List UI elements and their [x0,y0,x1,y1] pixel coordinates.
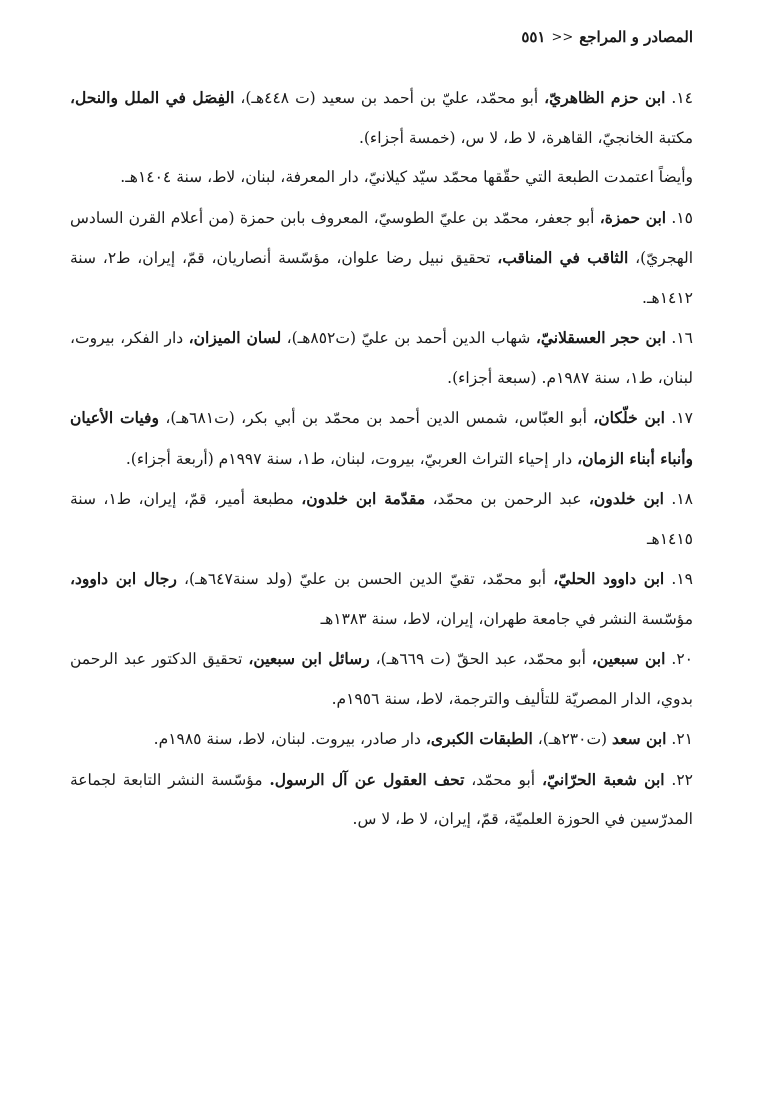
entry-number: ٢٠. [671,650,693,668]
book-title: الفِصَل في الملل والنحل، [70,88,235,107]
author-name: ابن حمزة، [599,207,667,227]
author-name: ابن خلدون، [588,489,664,508]
bibliography-entry [70,760,693,840]
author-name: ابن داوود الحليّ، [553,569,665,588]
entry-text: مطبعة أمير، قمّ، إيران، ط١، سنة ١٤١٥هـ [70,490,693,548]
bibliography-entry [70,639,693,719]
bibliography-entry [70,398,693,479]
author-name: ابن سعد [612,729,667,748]
book-title: الثاقب في المناقب، [497,248,629,267]
entry-note: وأيضاً اعتمدت الطبعة التي حقّقها محمّد سيّد كيلانيّ، دار المعرفة، لبنان، لاط، سنة ١٤٠٤هـ. [120,168,693,186]
bibliography-entry [70,198,693,319]
entry-text: أبو جعفر، محمّد بن عليّ الطوسيّ، المعروف بابن حمزة (من أعلام القرن السادس الهجريّ)، [70,208,694,267]
author-name: ابن خلّكان، [593,408,665,427]
bibliography-entry [70,719,693,760]
bibliography-entry [70,479,693,559]
book-title: وفيات الأعيان وأنباء أبناء الزمان، [70,408,693,468]
bibliography-entry [70,559,693,639]
entry-text: شهاب الدين أحمد بن عليّ (ت٨٥٢هـ)، [281,329,536,347]
entry-number: ٢١. [671,730,693,748]
bibliography-list [70,78,693,840]
book-title: تحف العقول عن آل الرسول. [269,769,465,789]
author-name: ابن حزم الظاهريّ، [544,88,666,107]
entry-number: ١٥. [671,208,693,227]
book-title: الطبقات الكبرى، [425,729,533,748]
entry-text: أبو العبّاس، شمس الدين أحمد بن محمّد بن أبي بكر، (ت٦٨١هـ)، [158,409,594,427]
author-name: ابن حجر العسقلانيّ، [535,328,666,347]
entry-number: ١٦. [671,329,693,347]
entry-number: ١٤. [671,89,693,107]
entry-text: أبو محمّد، عبد الحقّ (ت ٦٦٩هـ)، [369,650,592,668]
entry-text: أبو محمّد، [464,770,542,789]
entry-text: مكتبة الخانجيّ، القاهرة، لا ط، لا س، (خمسة أجزاء). [358,128,693,147]
entry-text: تحقيق نبيل رضا علوان، مؤسّسة أنصاريان، قمّ، إيران، ط٢، سنة ١٤١٢هـ. [70,249,693,307]
book-title: لسان الميزان، [188,328,282,347]
book-title: رسائل ابن سبعين، [248,649,370,668]
entry-text: دار صادر، بيروت. لبنان، لاط، سنة ١٩٨٥م. [153,730,426,748]
bibliography-entry [70,318,693,398]
entry-text: عبد الرحمن بن محمّد، [425,490,589,508]
entry-number: ١٩. [671,570,693,588]
entry-text: أبو محمّد، تقيّ الدين الحسن بن عليّ (ولد سنة٦٤٧هـ)، [176,570,554,588]
entry-text: (ت٢٣٠هـ)، [532,730,613,748]
page-header [70,28,693,46]
entry-number: ١٧. [671,409,693,427]
entry-text: دار إحياء التراث العربيّ، بيروت، لبنان، ط١، سنة ١٩٩٧م (أربعة أجزاء). [125,449,578,468]
entry-text: مؤسّسة النشر في جامعة طهران، إيران، لاط، سنة ١٣٨٣هـ [320,609,693,628]
entry-text: مؤسّسة النشر التابعة لجماعة المدرّسين في الحوزة العلميّة، قمّ، إيران، لا ط، لا س. [70,770,693,828]
header-ornament: << [551,29,574,45]
author-name: ابن شعبة الحرّانيّ، [541,769,665,789]
entry-text: دار الفكر، بيروت، لبنان، ط١، سنة ١٩٨٧م. (سبعة أجزاء). [70,329,693,387]
page-number: ٥٥١ [521,28,546,46]
header-title: المصادر و المراجع [579,28,693,46]
book-title: رجال ابن داوود، [70,569,177,588]
entry-text: تحقيق الدكتور عبد الرحمن بدوي، الدار المصريّة للتأليف والترجمة، لاط، سنة ١٩٥٦م. [70,650,693,708]
entry-text: أبو محمّد، عليّ بن أحمد بن سعيد (ت ٤٤٨هـ)، [234,89,545,107]
bibliography-entry [70,78,693,198]
entry-number: ٢٢. [671,770,693,789]
book-title: مقدّمة ابن خلدون، [301,489,426,508]
author-name: ابن سبعين، [591,649,666,668]
entry-number: ١٨. [671,490,693,508]
